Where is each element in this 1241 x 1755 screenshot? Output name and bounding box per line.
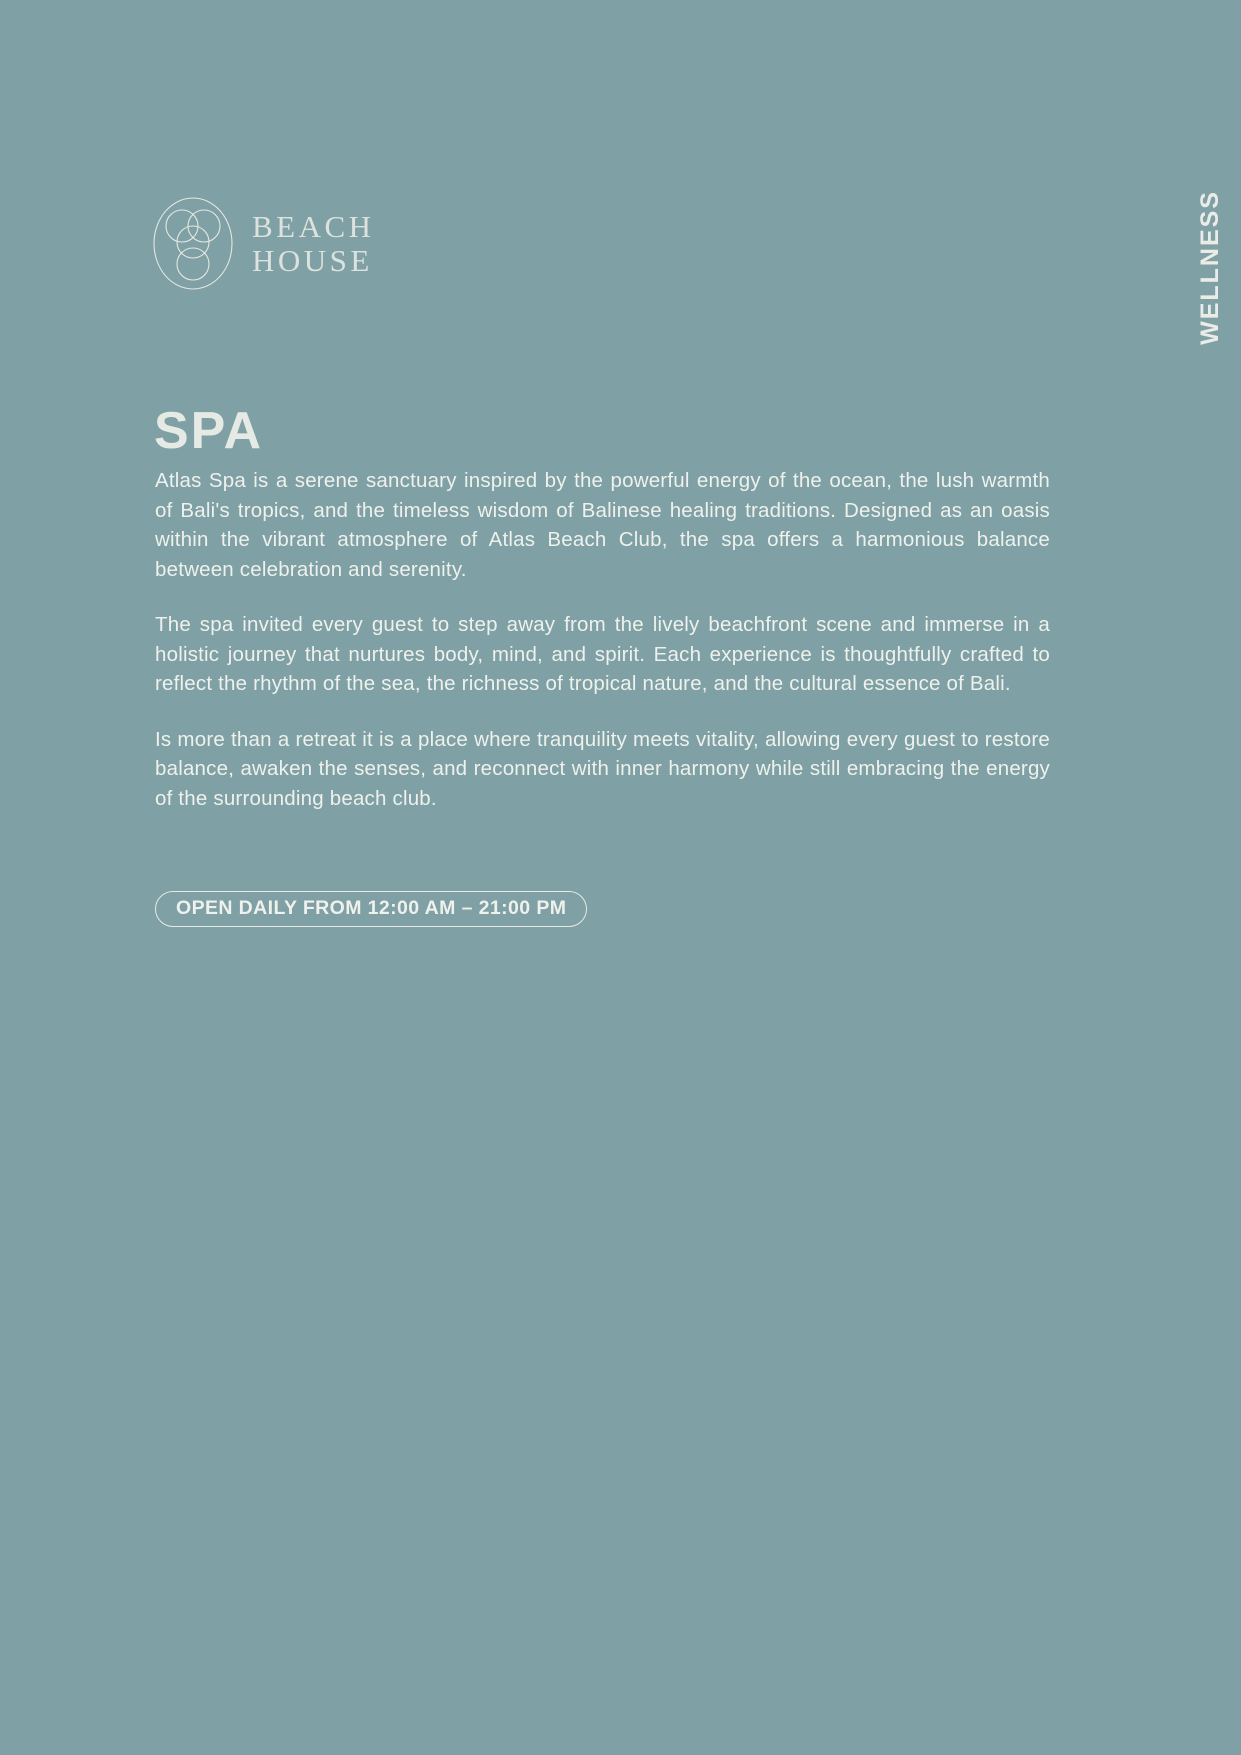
body-paragraph-2: The spa invited every guest to step away from the lively beachfront scene and immerse in a holistic journey that nurtures body, mind, and spirit. Each experience is thoughtfully crafted to reflect the rhythm of the sea, the richness of tropical nature, and the cultural essence of Bali. xyxy=(155,613,1050,695)
page-title: SPA xyxy=(154,401,264,460)
section-vertical-label: WELLNESS xyxy=(1196,190,1224,345)
opening-hours-badge: OPEN DAILY FROM 12:00 AM – 21:00 PM xyxy=(155,891,587,927)
brand-logo xyxy=(152,196,375,291)
body-paragraph-1: Atlas Spa is a serene sanctuary inspired by the powerful energy of the ocean, the lush warmth of Bali's tropics, and the timeless wisdom of Balinese healing traditions. Designed as an oasis within the vibrant atmosphere of Atlas Beach Club, the spa offers a harmonious balance between celebration and serenity. xyxy=(155,469,1050,581)
logo-text-line-1: BEACH xyxy=(252,209,375,245)
logo-text-line-2: HOUSE xyxy=(252,242,373,278)
body-copy xyxy=(155,466,1050,813)
body-paragraph-3: Is more than a retreat it is a place where tranquility meets vitality, allowing every guest to restore balance, awaken the senses, and reconnect with inner harmony while still embracing the energy of the surrounding beach club. xyxy=(155,727,1050,810)
beach-house-circles-logo-icon xyxy=(152,196,234,291)
